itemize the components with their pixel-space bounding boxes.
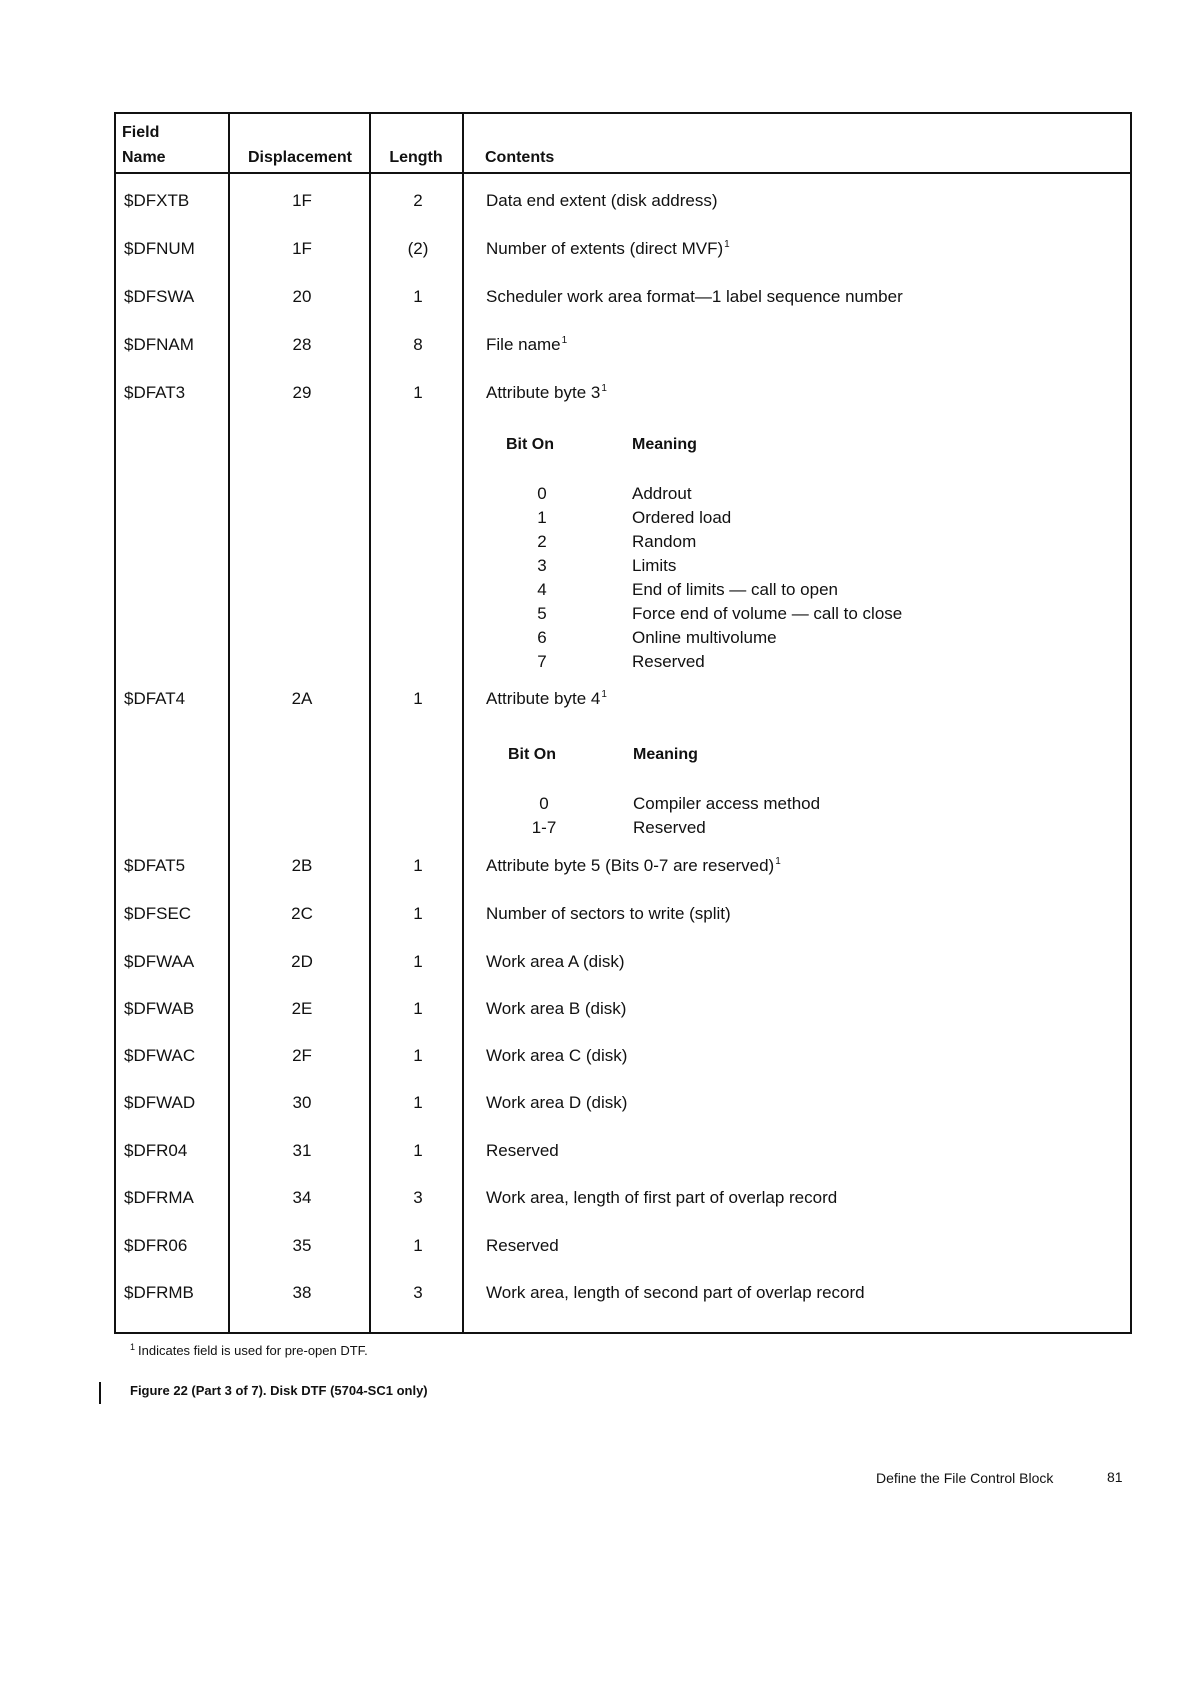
length-cell: 2: [413, 191, 423, 210]
footnote-ref: 1: [724, 239, 730, 250]
bit-meaning: Limits: [632, 556, 677, 575]
length-cell: 1: [413, 689, 423, 708]
length-cell: 1: [413, 1141, 423, 1160]
displacement-cell: 1F: [292, 191, 312, 210]
field-name-cell: $DFSEC: [124, 904, 192, 923]
bit-number: 3: [537, 556, 547, 575]
footnote-ref: 1: [601, 383, 607, 394]
bit-meaning: Reserved: [632, 652, 705, 671]
bit-on-header: Bit On: [506, 436, 554, 453]
footnote-ref: 1: [601, 689, 607, 700]
displacement-cell: 30: [292, 1093, 312, 1112]
bit-number: 1: [537, 508, 547, 527]
header-displacement: Displacement: [247, 149, 353, 166]
field-name-cell: $DFAT5: [124, 856, 186, 875]
bit-meaning: Force end of volume — call to close: [632, 604, 903, 623]
length-cell: 1: [413, 1093, 423, 1112]
contents-cell: [486, 903, 731, 925]
contents-cell: [486, 1140, 559, 1162]
revision-bar: [99, 1382, 101, 1404]
contents-cell: [486, 1045, 627, 1067]
contents-text: Work area D (disk): [486, 1093, 628, 1112]
contents-cell: [486, 1187, 837, 1209]
contents-text: Reserved: [486, 1236, 559, 1255]
field-name-cell: $DFAT3: [124, 383, 186, 402]
contents-text: Attribute byte 3: [486, 383, 601, 402]
displacement-cell: 2D: [291, 952, 313, 971]
contents-text: Reserved: [486, 1141, 559, 1160]
header-divider: [114, 172, 1132, 174]
contents-text: Work area A (disk): [486, 952, 625, 971]
length-cell: 1: [413, 1236, 423, 1255]
header-contents: Contents: [485, 149, 555, 166]
displacement-cell: 1F: [292, 239, 312, 258]
field-name-cell: $DFWAD: [124, 1093, 196, 1112]
contents-cell: [486, 334, 567, 356]
footnote: [130, 1343, 368, 1358]
displacement-cell: 2F: [292, 1046, 312, 1065]
footer-title: Define the File Control Block: [876, 1470, 1054, 1486]
contents-cell: [486, 951, 625, 973]
length-cell: 8: [413, 335, 423, 354]
contents-text: Work area B (disk): [486, 999, 627, 1018]
bit-meaning: Reserved: [633, 818, 706, 837]
length-cell: 1: [413, 856, 423, 875]
displacement-cell: 31: [292, 1141, 312, 1160]
bit-meaning: End of limits — call to open: [632, 580, 838, 599]
bit-number: 6: [537, 628, 547, 647]
bit-number: 0: [537, 484, 547, 503]
bit-meaning: Compiler access method: [633, 794, 821, 813]
contents-text: File name: [486, 335, 561, 354]
contents-cell: [486, 382, 607, 404]
bit-number: 1-7: [531, 818, 557, 837]
footnote-ref: 1: [561, 335, 568, 346]
length-cell: 1: [413, 1046, 423, 1065]
displacement-cell: 38: [292, 1283, 312, 1302]
displacement-cell: 20: [292, 287, 312, 306]
length-cell: 3: [413, 1283, 423, 1302]
field-name-cell: $DFR04: [124, 1141, 188, 1160]
field-name-cell: $DFWAC: [124, 1046, 196, 1065]
displacement-cell: 34: [292, 1188, 312, 1207]
field-name-cell: $DFAT4: [124, 689, 186, 708]
displacement-cell: 29: [292, 383, 312, 402]
contents-text: Number of extents (direct MVF): [486, 239, 724, 258]
contents-cell: [486, 190, 718, 212]
header-length: Length: [389, 149, 443, 166]
displacement-cell: 2C: [291, 904, 313, 923]
contents-cell: [486, 1235, 559, 1257]
contents-cell: [486, 1092, 627, 1114]
contents-text: Scheduler work area format—1 label sequence number: [486, 287, 903, 306]
bit-meaning: Online multivolume: [632, 628, 777, 647]
column-divider: [228, 112, 230, 1334]
length-cell: 1: [413, 904, 423, 923]
length-cell: 1: [413, 383, 423, 402]
contents-text: Attribute byte 4: [486, 689, 601, 708]
contents-text: Data end extent (disk address): [486, 191, 718, 210]
header-field-line2: Name: [122, 149, 166, 166]
footnote-text: Indicates field is used for pre-open DTF.: [138, 1343, 368, 1358]
header-field-name: [122, 120, 212, 170]
figure-caption: Figure 22 (Part 3 of 7). Disk DTF (5704-SC1 only): [130, 1383, 428, 1398]
field-name-cell: $DFRMA: [124, 1188, 194, 1207]
contents-text: Work area C (disk): [486, 1046, 628, 1065]
meaning-header: Meaning: [633, 746, 698, 763]
displacement-cell: 28: [292, 335, 312, 354]
header-field-line1: Field: [122, 124, 160, 141]
meaning-header: Meaning: [632, 436, 697, 453]
displacement-cell: 2E: [291, 999, 313, 1018]
bit-number: 5: [537, 604, 547, 623]
field-name-cell: $DFXTB: [124, 191, 190, 210]
page-number: 81: [1107, 1469, 1123, 1485]
contents-text: Number of sectors to write (split): [486, 904, 731, 923]
contents-text: Work area, length of first part of overlap record: [486, 1188, 838, 1207]
field-name-cell: $DFRMB: [124, 1283, 194, 1302]
bit-number: 4: [537, 580, 547, 599]
contents-text: Attribute byte 5 (Bits 0-7 are reserved): [486, 856, 775, 875]
field-name-cell: $DFR06: [124, 1236, 188, 1255]
bit-number: 7: [537, 652, 547, 671]
length-cell: 3: [413, 1188, 423, 1207]
contents-text: Work area, length of second part of overlap record: [486, 1283, 865, 1302]
displacement-cell: 35: [292, 1236, 312, 1255]
footnote-ref: 1: [775, 856, 781, 867]
bit-number: 2: [537, 532, 547, 551]
contents-cell: [486, 688, 607, 710]
displacement-cell: 2B: [291, 856, 313, 875]
length-cell: 1: [413, 999, 423, 1018]
length-cell: 1: [413, 952, 423, 971]
field-name-cell: $DFNAM: [124, 335, 194, 354]
length-cell: 1: [413, 287, 423, 306]
contents-cell: [486, 238, 730, 260]
bit-on-header: Bit On: [508, 746, 556, 763]
bit-meaning: Addrout: [632, 484, 692, 503]
field-name-cell: $DFWAB: [124, 999, 195, 1018]
bit-number: 0: [539, 794, 549, 813]
bit-meaning: Ordered load: [632, 508, 732, 527]
contents-cell: [486, 1282, 865, 1304]
footnote-marker: 1: [130, 1342, 136, 1352]
contents-cell: [486, 286, 903, 308]
contents-cell: [486, 855, 781, 877]
displacement-cell: 2A: [291, 689, 313, 708]
field-name-cell: $DFWAA: [124, 952, 195, 971]
length-cell: (2): [407, 239, 429, 258]
field-name-cell: $DFNUM: [124, 239, 195, 258]
field-name-cell: $DFSWA: [124, 287, 195, 306]
contents-cell: [486, 998, 626, 1020]
bit-meaning: Random: [632, 532, 697, 551]
